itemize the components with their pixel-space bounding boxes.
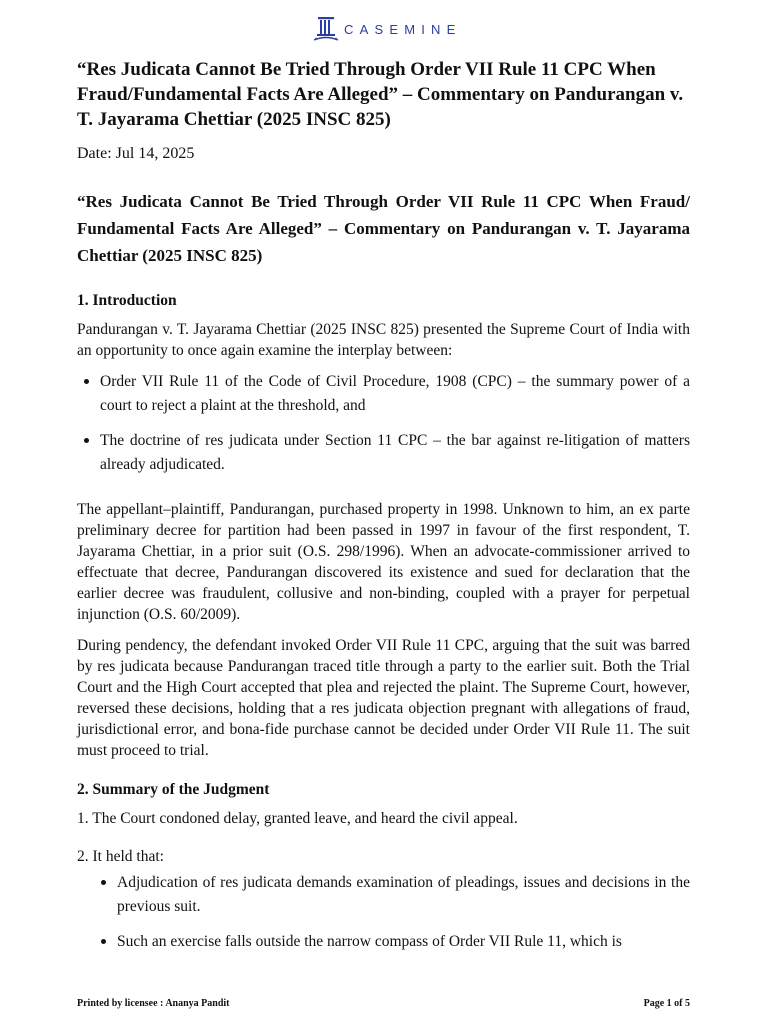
- summary-item-1: 1. The Court condoned delay, granted leave, and heard the civil appeal.: [77, 810, 518, 827]
- intro-paragraph-proceedings: During pendency, the defendant invoked Order VII Rule 11 CPC, arguing that the suit was barred by res judicata because Pandurangan traced title through a party to the earlier suit. Both the Trial Court and the High Court accepted that plea and rejected the plaint. The Supreme Court, however, reversed these decisions, holding that a res judicata objection pregnant with allegations of fraud, jurisdictional error, and bona‑fide purchase cannot be decided under Order VII Rule 11. The suit must proceed to trial.: [77, 637, 690, 759]
- summary-item-2: 2. It held that:: [77, 848, 164, 865]
- section-title-introduction: 1. Introduction: [77, 292, 177, 309]
- document-date: Date: Jul 14, 2025: [77, 145, 195, 162]
- intro-bullet-list: [100, 370, 690, 488]
- brand-name: CASEMINE: [344, 21, 462, 37]
- intro-paragraph-facts: The appellant–plaintiff, Pandurangan, purchased property in 1998. Unknown to him, an ex parte preliminary decree for partition had been passed in 1997 in favour of the first respondent, T. Jayarama Chettiar, in a prior suit (O.S. 298/1996). When an advocate-commissioner arrived to effectuate that decree, Pandurangan discovered its existence and sued for declaration that the earlier decree was fraudulent, collusive and non‑binding, coupled with a prayer for perpetual injunction (O.S. 60/2009).: [77, 501, 690, 623]
- section-title-summary: 2. Summary of the Judgment: [77, 781, 270, 798]
- footer-page-number: Page 1 of 5: [643, 998, 690, 1009]
- body-heading: “Res Judicata Cannot Be Tried Through Order VII Rule 11 CPC When Fraud/ Fundamental Facts Are Alleged” – Commentary on Pandurangan v. T. Jayarama Chettiar (2025 INSC 825): [77, 192, 690, 265]
- list-item: The doctrine of res judicata under Section 11 CPC – the bar against re‑litigation of matters already adjudicated.: [100, 429, 690, 477]
- list-item: Order VII Rule 11 of the Code of Civil Procedure, 1908 (CPC) – the summary power of a court to reject a plaint at the threshold, and: [100, 370, 690, 418]
- pillar-building-icon: [312, 16, 340, 42]
- list-item: Such an exercise falls outside the narrow compass of Order VII Rule 11, which is: [117, 930, 690, 954]
- casemine-logo: [312, 16, 462, 42]
- list-item: Adjudication of res judicata demands examination of pleadings, issues and decisions in the previous suit.: [117, 871, 690, 919]
- footer-licensee: Printed by licensee : Ananya Pandit: [77, 998, 230, 1009]
- document-title: “Res Judicata Cannot Be Tried Through Order VII Rule 11 CPC When Fraud/Fundamental Facts Are Alleged” – Commentary on Pandurangan v. T. Jayarama Chettiar (2025 INSC 825): [77, 59, 684, 130]
- intro-lead-paragraph: Pandurangan v. T. Jayarama Chettiar (2025 INSC 825) presented the Supreme Court of India with an opportunity to once again examine the interplay between:: [77, 321, 690, 359]
- summary-bullet-list: [117, 871, 690, 965]
